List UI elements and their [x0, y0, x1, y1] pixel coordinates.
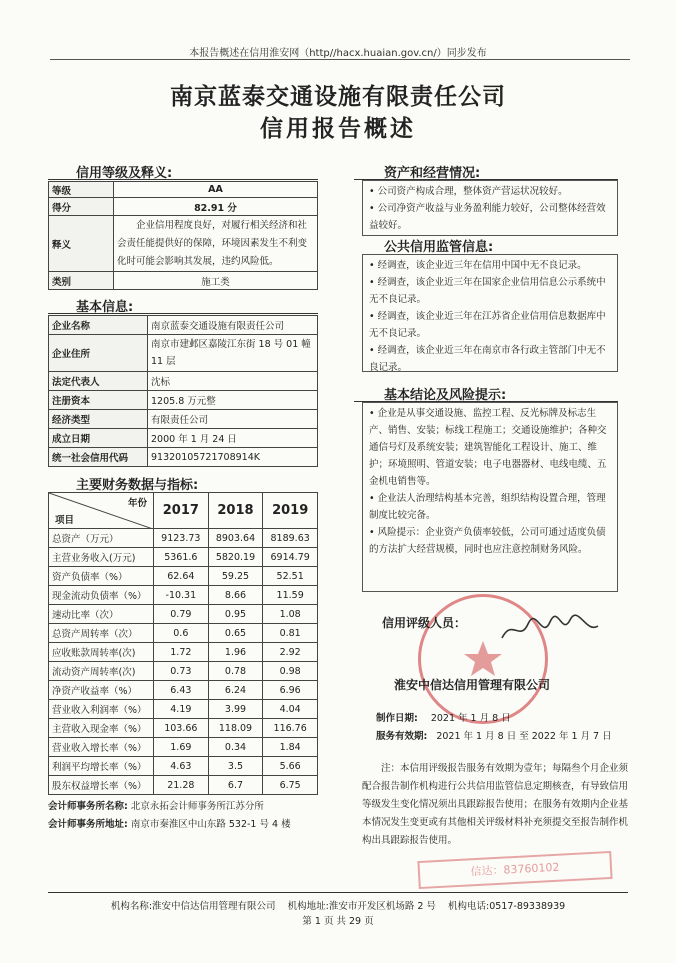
finance-value: 8903.64	[208, 529, 263, 548]
finance-row	[49, 624, 318, 643]
finance-item: 应收账款周转率(次)	[49, 643, 154, 662]
finance-value: 2.92	[263, 643, 318, 662]
credit-table	[48, 181, 318, 290]
accountant-name-row	[48, 798, 264, 812]
conclusion-section-title: 基本结论及风险提示:	[384, 388, 507, 403]
finance-row	[49, 662, 318, 681]
footer-org-value: 淮安中信达信用管理有限公司	[152, 901, 276, 912]
finance-value: 5361.6	[154, 548, 209, 567]
meaning-value: 企业信用程度良好，对履行相关经济和社会责任能提供好的保障，环境因素发生不利变化时可能会影响其发展，违约风险低。	[114, 216, 318, 272]
finance-item: 资产负债率（%）	[49, 567, 154, 586]
validity-value: 2021 年 1 月 8 日 至 2022 年 1 月 7 日	[436, 731, 612, 742]
finance-row	[49, 719, 318, 738]
footer-info	[0, 898, 676, 912]
assets-section-title: 资产和经营情况:	[384, 166, 481, 181]
handwritten-signature	[498, 612, 608, 646]
validity-row	[376, 728, 612, 742]
finance-value: 1.72	[154, 643, 209, 662]
finance-value: 8.66	[208, 586, 263, 605]
finance-value: 0.73	[154, 662, 209, 681]
finance-value: 62.64	[154, 567, 209, 586]
finance-value: 3.5	[208, 757, 263, 776]
finance-item: 现金流动负债率（%）	[49, 586, 154, 605]
founded-value: 2000 年 1 月 24 日	[148, 429, 318, 448]
finance-corner-cell	[49, 493, 154, 529]
finance-item: 速动比率（次）	[49, 605, 154, 624]
score-value: 82.91 分	[114, 198, 318, 216]
finance-item: 总资产周转率（次）	[49, 624, 154, 643]
legal-rep-value: 沈标	[148, 372, 318, 391]
date-row	[376, 710, 511, 724]
footer-addr-value: 淮安市开发区机场路 2 号	[328, 901, 436, 912]
finance-value: 6.96	[263, 681, 318, 700]
validity-label: 服务有效期:	[376, 731, 428, 742]
finance-value: 1.84	[263, 738, 318, 757]
finance-value: 6.75	[263, 776, 318, 795]
company-name-label: 企业名称	[49, 316, 148, 335]
finance-value: 0.98	[263, 662, 318, 681]
capital-label: 注册资本	[49, 391, 148, 410]
finance-value: 1.08	[263, 605, 318, 624]
item-header: 项目	[55, 515, 75, 526]
conclusion-item: • 企业是从事交通设施、监控工程、反光标牌及标志生产、销售、安装；标线工程施工；交通设施维护；各种交通信号灯及系统安装；建筑智能化工程设计、施工、维护；环境照明、管道安装；电子电器器材、电线电缆、五金机电销售等。	[369, 408, 607, 487]
finance-row	[49, 681, 318, 700]
conclusion-box	[362, 402, 618, 592]
agency-name: 淮安中信达信用管理有限公司	[394, 678, 551, 692]
credit-section-rule	[48, 179, 318, 180]
header-note: 本报告概述在信用淮安网（http//hacx.huaian.gov.cn/）同步发布	[189, 48, 487, 59]
finance-value: 11.59	[263, 586, 318, 605]
finance-row	[49, 529, 318, 548]
finance-value: 5.66	[263, 757, 318, 776]
accountant-addr-label: 会计师事务所地址:	[48, 819, 128, 830]
finance-item: 营业收入利润率（%）	[49, 700, 154, 719]
assets-item: • 公司资产构成合理，整体资产营运状况较好。	[369, 186, 568, 197]
finance-row	[49, 757, 318, 776]
founded-label: 成立日期	[49, 429, 148, 448]
econ-type-value: 有限责任公司	[148, 410, 318, 429]
finance-value: 21.28	[154, 776, 209, 795]
finance-item: 主营收入现金率（%）	[49, 719, 154, 738]
capital-value: 1205.8 万元整	[148, 391, 318, 410]
finance-value: 59.25	[208, 567, 263, 586]
supervision-box	[362, 254, 618, 372]
finance-value: 4.63	[154, 757, 209, 776]
date-value: 2021 年 1 月 8 日	[430, 713, 511, 724]
finance-row	[49, 738, 318, 757]
finance-table	[48, 492, 318, 795]
finance-value: 6.7	[208, 776, 263, 795]
finance-value: 0.95	[208, 605, 263, 624]
score-label: 得分	[49, 198, 114, 216]
conclusion-item: • 风险提示：企业资产负债率较低，公司可通过适度负债的方法扩大经营规模，同时也应注意控制财务风险。	[369, 527, 606, 555]
finance-row	[49, 700, 318, 719]
category-value: 施工类	[114, 272, 318, 290]
footer-rule	[48, 892, 628, 893]
finance-value: 103.66	[154, 719, 209, 738]
footer-tel-value: 0517-89338939	[489, 901, 566, 912]
validity-note: 注：本信用评级报告服务有效期为壹年；每隔叁个月企业须配合报告制作机构进行公共信用监管信息定期核查，有导致信用等级发生变化情况须出具跟踪报告使用；在服务有效期内企业基本情况发生变更或有其他相关评级材料补充须提交至报告制作机构出具跟踪报告使用。	[362, 763, 629, 846]
finance-value: 0.34	[208, 738, 263, 757]
supervision-item: • 经调查，该企业近三年在信用中国中无不良记录。	[369, 260, 587, 271]
finance-value: 4.19	[154, 700, 209, 719]
finance-value: 0.81	[263, 624, 318, 643]
basic-info-table	[48, 315, 318, 467]
finance-item: 利润平均增长率（%）	[49, 757, 154, 776]
grade-value: AA	[114, 182, 318, 198]
finance-value: -10.31	[154, 586, 209, 605]
accountant-addr-value: 南京市秦淮区中山东路 532-1 号 4 楼	[130, 819, 291, 830]
company-title: 南京蓝泰交通设施有限责任公司	[170, 84, 506, 110]
finance-value: 8189.63	[263, 529, 318, 548]
finance-row	[49, 605, 318, 624]
finance-value: 1.96	[208, 643, 263, 662]
basic-section-rule	[48, 313, 318, 314]
credit-code-value: 91320105721708914K	[148, 448, 318, 467]
report-title: 信用报告概述	[260, 116, 416, 142]
finance-row	[49, 586, 318, 605]
supervision-item: • 经调查，该企业近三年在南京市各行政主管部门中无不良记录。	[369, 345, 606, 373]
assets-item: • 公司净资产收益与业务盈利能力较好，公司整体经营效益较好。	[369, 203, 606, 231]
finance-item: 股东权益增长率（%）	[49, 776, 154, 795]
footer-addr-label: 机构地址:	[287, 901, 329, 912]
finance-value: 0.65	[208, 624, 263, 643]
assets-box	[362, 180, 618, 236]
accountant-addr-row	[48, 816, 291, 830]
agency-stamp-strip: 信达：83760102	[417, 851, 612, 889]
finance-item: 流动资产周转率(次)	[49, 662, 154, 681]
finance-value: 52.51	[263, 567, 318, 586]
finance-item: 总资产（万元）	[49, 529, 154, 548]
year-2018: 2018	[208, 493, 263, 529]
finance-value: 6914.79	[263, 548, 318, 567]
header-rule	[50, 59, 630, 60]
supervision-item: • 经调查，该企业近三年在江苏省企业信用信息数据库中无不良记录。	[369, 311, 606, 339]
accountant-name-value: 北京永拓会计师事务所江苏分所	[130, 801, 264, 812]
finance-item: 主营业务收入(万元)	[49, 548, 154, 567]
footer-org-label: 机构名称:	[110, 901, 153, 912]
basic-section-title: 基本信息:	[76, 300, 134, 315]
finance-value: 0.79	[154, 605, 209, 624]
finance-item: 净资产收益率（%）	[49, 681, 154, 700]
econ-type-label: 经济类型	[49, 410, 148, 429]
year-header: 年份	[127, 498, 147, 509]
address-label: 企业住所	[49, 335, 148, 372]
finance-section-title: 主要财务数据与指标:	[76, 478, 199, 493]
finance-item: 营业收入增长率（%）	[49, 738, 154, 757]
conclusion-item: • 企业法人治理结构基本完善，组织结构设置合理，管理制度比较完备。	[369, 493, 606, 521]
meaning-label: 释义	[49, 216, 114, 272]
finance-row	[49, 548, 318, 567]
date-label: 制作日期:	[376, 713, 418, 724]
finance-value: 6.24	[208, 681, 263, 700]
supervision-section-title: 公共信用监管信息:	[384, 240, 494, 255]
company-name-value: 南京蓝泰交通设施有限责任公司	[148, 316, 318, 335]
finance-row	[49, 776, 318, 795]
finance-value: 0.78	[208, 662, 263, 681]
finance-value: 5820.19	[208, 548, 263, 567]
footer-tel-label: 机构电话:	[448, 901, 490, 912]
finance-value: 118.09	[208, 719, 263, 738]
legal-rep-label: 法定代表人	[49, 372, 148, 391]
supervision-item: • 经调查，该企业近三年在国家企业信用信息公示系统中无不良记录。	[369, 277, 606, 305]
finance-value: 116.76	[263, 719, 318, 738]
finance-row	[49, 643, 318, 662]
page-number: 第 1 页 共 29 页	[302, 916, 374, 927]
finance-value: 6.43	[154, 681, 209, 700]
finance-value: 9123.73	[154, 529, 209, 548]
category-label: 类别	[49, 272, 114, 290]
rater-label: 信用评级人员：	[382, 616, 467, 630]
year-2019: 2019	[263, 493, 318, 529]
address-value: 南京市建邺区嘉陵江东街 18 号 01 幢 11 层	[148, 335, 318, 372]
credit-section-title: 信用等级及释义:	[76, 166, 173, 181]
credit-code-label: 统一社会信用代码	[49, 448, 148, 467]
year-2017: 2017	[154, 493, 209, 529]
grade-label: 等级	[49, 182, 114, 198]
finance-value: 1.69	[154, 738, 209, 757]
finance-row	[49, 567, 318, 586]
accountant-name-label: 会计师事务所名称:	[48, 801, 128, 812]
finance-value: 4.04	[263, 700, 318, 719]
finance-value: 0.6	[154, 624, 209, 643]
finance-value: 3.99	[208, 700, 263, 719]
